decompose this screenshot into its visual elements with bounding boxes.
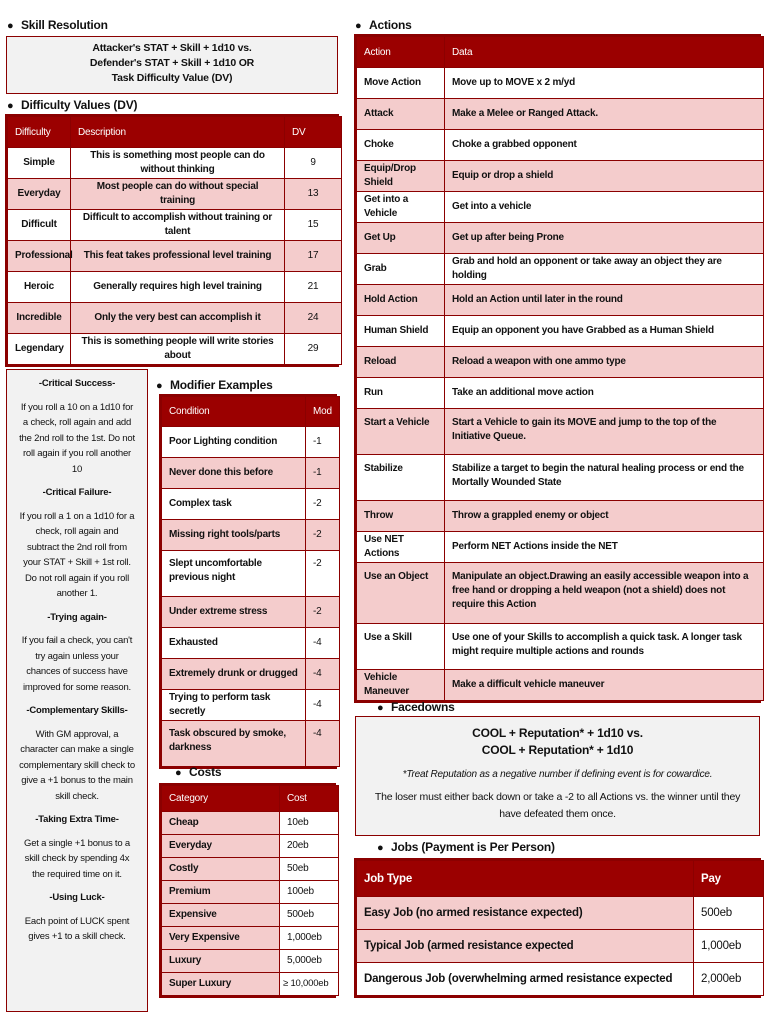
bullet-icon: ● xyxy=(7,20,14,32)
table-row: Simple This is something most people can do without thinking 9 xyxy=(8,148,342,179)
bullet-icon: ● xyxy=(355,20,362,32)
costs-table xyxy=(159,783,336,998)
col-header: Category xyxy=(162,786,280,812)
resolution-line: Task Difficulty Value (DV) xyxy=(111,72,233,84)
bullet-icon: ● xyxy=(377,842,384,854)
col-header: Difficulty xyxy=(8,117,71,148)
table-row: Task obscured by smoke, darkness -4 xyxy=(162,721,340,767)
table-row: Use a Skill Use one of your Skills to accomplish a quick task. A longer task might require multiple actions and rounds xyxy=(357,624,764,670)
table-row: Reload Reload a weapon with one ammo type xyxy=(357,347,764,378)
rule-text: With GM approval, a character can make a single complementary skill check to give a +1 bonus to the main skill check. xyxy=(19,728,135,802)
difficulty-heading: ● Difficulty Values (DV) xyxy=(7,98,138,112)
difficulty-table xyxy=(5,114,339,367)
skill-resolution-heading: ● Skill Resolution xyxy=(7,18,108,32)
table-row: Get Up Get up after being Prone xyxy=(357,223,764,254)
table-row: Everyday 20eb xyxy=(162,835,339,858)
table-row: Cheap 10eb xyxy=(162,812,339,835)
table-row: Easy Job (no armed resistance expected) 500eb xyxy=(357,897,764,930)
table-row: Exhausted -4 xyxy=(162,628,340,659)
resolution-line: Attacker's STAT + Skill + 1d10 vs. xyxy=(92,42,252,54)
table-row: Professional This feat takes professional level training 17 xyxy=(8,241,342,272)
table-row: Choke Choke a grabbed opponent xyxy=(357,130,764,161)
costs-heading: ● Costs xyxy=(175,765,222,779)
table-row: Move Action Move up to MOVE x 2 m/yd xyxy=(357,68,764,99)
table-row: Slept uncomfortable previous night -2 xyxy=(162,551,340,597)
facedowns-box xyxy=(355,716,760,836)
table-row: Human Shield Equip an opponent you have Grabbed as a Human Shield xyxy=(357,316,764,347)
table-row: Dangerous Job (overwhelming armed resistance expected 2,000eb xyxy=(357,963,764,996)
col-header: DV xyxy=(285,117,342,148)
rule-title: -Critical Failure- xyxy=(42,487,112,498)
table-row: Expensive 500eb xyxy=(162,904,339,927)
table-row: Start a Vehicle Start a Vehicle to gain its MOVE and jump to the top of the Initiative Queue. xyxy=(357,409,764,455)
table-row: Use an Object Manipulate an object.Drawing an easily accessible weapon into a free hand or dropping a held weapon (not a shield) does not require this Action xyxy=(357,563,764,624)
skill-resolution-box xyxy=(6,36,338,94)
jobs-heading: ● Jobs (Payment is Per Person) xyxy=(377,840,555,854)
rule-title: -Using Luck- xyxy=(49,892,105,903)
table-row: Equip/Drop Shield Equip or drop a shield xyxy=(357,161,764,192)
rule-text: If you roll a 1 on a 1d10 for a check, roll again and subtract the 2nd roll from your STAT + Skill + 1st roll. Do not roll again if you roll another 1. xyxy=(19,510,135,599)
critical-rules-box xyxy=(6,369,148,1012)
table-row: Difficult Difficult to accomplish without training or talent 15 xyxy=(8,210,342,241)
table-row: Very Expensive 1,000eb xyxy=(162,927,339,950)
table-row: Extremely drunk or drugged -4 xyxy=(162,659,340,690)
rule-text: If you fail a check, you can't try again unless your chances of success have improved for some reason. xyxy=(21,635,133,693)
rule-title: -Complementary Skills- xyxy=(26,705,128,716)
table-row: Complex task -2 xyxy=(162,489,340,520)
rule-title: -Taking Extra Time- xyxy=(35,814,119,825)
table-row: Poor Lighting condition -1 xyxy=(162,427,340,458)
actions-table xyxy=(354,34,761,703)
table-row: Heroic Generally requires high level training 21 xyxy=(8,272,342,303)
table-row: Grab Grab and hold an opponent or take away an object they are holding xyxy=(357,254,764,285)
col-header: Description xyxy=(71,117,285,148)
table-row: Trying to perform task secretly -4 xyxy=(162,690,340,721)
col-header: Job Type xyxy=(357,861,694,897)
facedown-line: COOL + Reputation* + 1d10 vs. xyxy=(472,726,643,740)
col-header: Condition xyxy=(162,397,306,427)
table-row: Premium 100eb xyxy=(162,881,339,904)
table-row: Costly 50eb xyxy=(162,858,339,881)
facedowns-heading: ● Facedowns xyxy=(377,700,455,714)
table-row: Super Luxury ≥ 10,000eb xyxy=(162,973,339,996)
table-row: Typical Job (armed resistance expected 1,000eb xyxy=(357,930,764,963)
col-header: Pay xyxy=(694,861,764,897)
modifier-table xyxy=(159,394,337,769)
table-row: Hold Action Hold an Action until later in the round xyxy=(357,285,764,316)
resolution-line: Defender's STAT + Skill + 1d10 OR xyxy=(89,57,255,69)
facedown-line: COOL + Reputation* + 1d10 xyxy=(481,743,634,757)
table-row: Attack Make a Melee or Ranged Attack. xyxy=(357,99,764,130)
rule-text: If you roll a 10 on a 1d10 for a check, roll again and add the 2nd roll to the 1st. Do not roll again if you roll another 10 xyxy=(19,401,135,475)
rule-text: Get a single +1 bonus to a skill check by spending 4x the required time on it. xyxy=(24,837,130,880)
table-row: Vehicle Maneuver Make a difficult vehicle maneuver xyxy=(357,670,764,701)
table-row: Missing right tools/parts -2 xyxy=(162,520,340,551)
table-row: Luxury 5,000eb xyxy=(162,950,339,973)
facedown-text: The loser must either back down or take a -2 to all Actions vs. the winner until they have defeated them once. xyxy=(374,791,741,820)
table-row: Everyday Most people can do without special training 13 xyxy=(8,179,342,210)
col-header: Mod xyxy=(306,397,340,427)
table-row: Run Take an additional move action xyxy=(357,378,764,409)
rule-title: -Trying again- xyxy=(47,611,107,623)
bullet-icon: ● xyxy=(377,702,384,714)
jobs-table xyxy=(354,858,761,998)
table-row: Throw Throw a grappled enemy or object xyxy=(357,501,764,532)
table-row: Incredible Only the very best can accomplish it 24 xyxy=(8,303,342,334)
table-row: Use NET Actions Perform NET Actions inside the NET xyxy=(357,532,764,563)
actions-heading: ● Actions xyxy=(355,18,412,32)
table-row: Stabilize Stabilize a target to begin the natural healing process or end the Mortally Wounded State xyxy=(357,455,764,501)
col-header: Data xyxy=(445,37,764,68)
rule-title: -Critical Success- xyxy=(38,378,116,389)
bullet-icon: ● xyxy=(156,380,163,392)
table-row: Under extreme stress -2 xyxy=(162,597,340,628)
table-row: Get into a Vehicle Get into a vehicle xyxy=(357,192,764,223)
modifier-heading: ● Modifier Examples xyxy=(156,378,273,392)
bullet-icon: ● xyxy=(7,100,14,112)
table-row: Legendary This is something people will write stories about 29 xyxy=(8,334,342,365)
bullet-icon: ● xyxy=(175,767,182,779)
rule-text: Each point of LUCK spent gives +1 to a skill check. xyxy=(24,915,130,942)
col-header: Cost xyxy=(280,786,339,812)
col-header: Action xyxy=(357,37,445,68)
facedown-note: *Treat Reputation as a negative number if defining event is for cowardice. xyxy=(402,769,713,780)
table-row: Never done this before -1 xyxy=(162,458,340,489)
